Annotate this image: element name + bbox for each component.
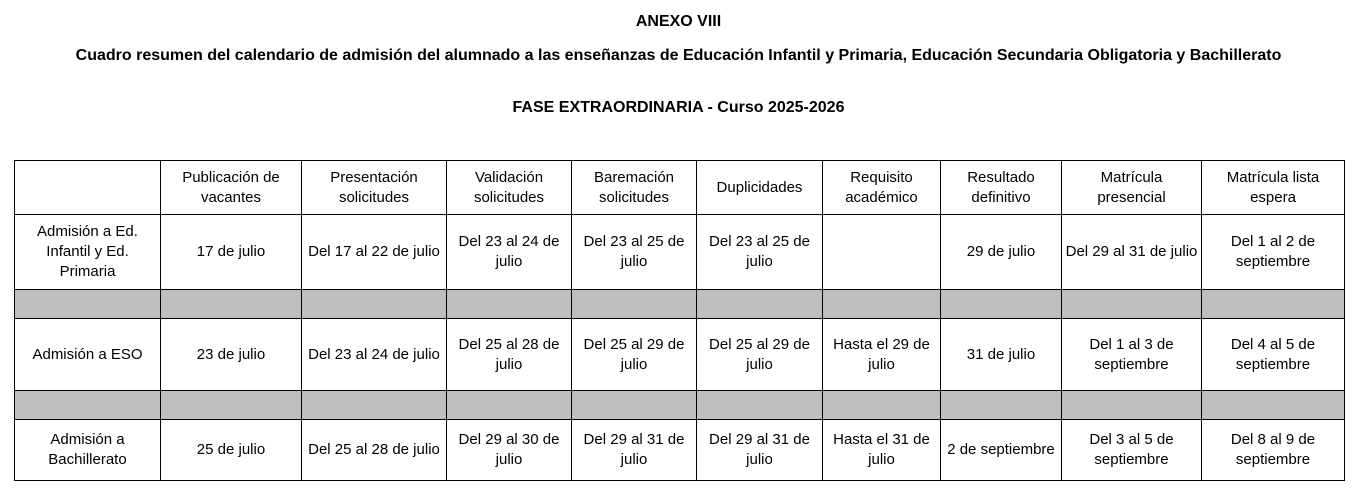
table-row — [15, 319, 1345, 391]
table-row — [15, 215, 1345, 290]
table-cell: Del 29 al 31 de julio — [697, 420, 823, 481]
table-cell: Del 25 al 29 de julio — [697, 319, 823, 391]
document-subtitle: Cuadro resumen del calendario de admisión del alumnado a las enseñanzas de Educación Infantil y Primaria, Educación Secundaria Obligatoria y Bachillerato — [75, 47, 1282, 64]
table-cell: Del 23 al 24 de julio — [302, 319, 447, 391]
row-label: Admisión a Ed. Infantil y Ed. Primaria — [15, 215, 161, 290]
header-cell: Matrícula presencial — [1062, 161, 1202, 215]
table-row — [15, 420, 1345, 481]
table-cell: Del 23 al 25 de julio — [697, 215, 823, 290]
header-cell: Baremación solicitudes — [572, 161, 697, 215]
header-cell: Duplicidades — [697, 161, 823, 215]
table-cell: Del 4 al 5 de septiembre — [1202, 319, 1345, 391]
separator-row — [15, 391, 1345, 420]
table-cell: Del 3 al 5 de septiembre — [1062, 420, 1202, 481]
table-cell: Del 1 al 3 de septiembre — [1062, 319, 1202, 391]
row-label: Admisión a Bachillerato — [15, 420, 161, 481]
table-cell: Del 25 al 28 de julio — [447, 319, 572, 391]
table-cell: Hasta el 29 de julio — [823, 319, 941, 391]
table-cell: Del 23 al 24 de julio — [447, 215, 572, 290]
table-cell: Hasta el 31 de julio — [823, 420, 941, 481]
table-cell — [823, 215, 941, 290]
table-cell: Del 25 al 28 de julio — [302, 420, 447, 481]
table-cell: Del 8 al 9 de septiembre — [1202, 420, 1345, 481]
header-corner — [15, 161, 161, 215]
separator-row — [15, 290, 1345, 319]
table-cell: Del 17 al 22 de julio — [302, 215, 447, 290]
table-cell: Del 29 al 31 de julio — [1062, 215, 1202, 290]
table-cell: 23 de julio — [161, 319, 302, 391]
annex-title: ANEXO VIII — [635, 13, 722, 30]
table-cell: Del 23 al 25 de julio — [572, 215, 697, 290]
table-cell: Del 29 al 30 de julio — [447, 420, 572, 481]
header-cell: Resultado definitivo — [941, 161, 1062, 215]
table-cell: Del 25 al 29 de julio — [572, 319, 697, 391]
table-cell: Del 1 al 2 de septiembre — [1202, 215, 1345, 290]
admission-calendar-table — [14, 160, 1345, 481]
header-cell: Matrícula lista espera — [1202, 161, 1345, 215]
table-cell: Del 29 al 31 de julio — [572, 420, 697, 481]
row-label: Admisión a ESO — [15, 319, 161, 391]
table-cell: 29 de julio — [941, 215, 1062, 290]
table-cell: 31 de julio — [941, 319, 1062, 391]
table-cell: 25 de julio — [161, 420, 302, 481]
header-cell: Requisito académico — [823, 161, 941, 215]
header-cell: Validación solicitudes — [447, 161, 572, 215]
header-row — [15, 161, 1345, 215]
header-cell: Publicación de vacantes — [161, 161, 302, 215]
table-cell: 2 de septiembre — [941, 420, 1062, 481]
phase-title: FASE EXTRAORDINARIA - Curso 2025-2026 — [512, 99, 845, 116]
header-cell: Presentación solicitudes — [302, 161, 447, 215]
table-cell: 17 de julio — [161, 215, 302, 290]
